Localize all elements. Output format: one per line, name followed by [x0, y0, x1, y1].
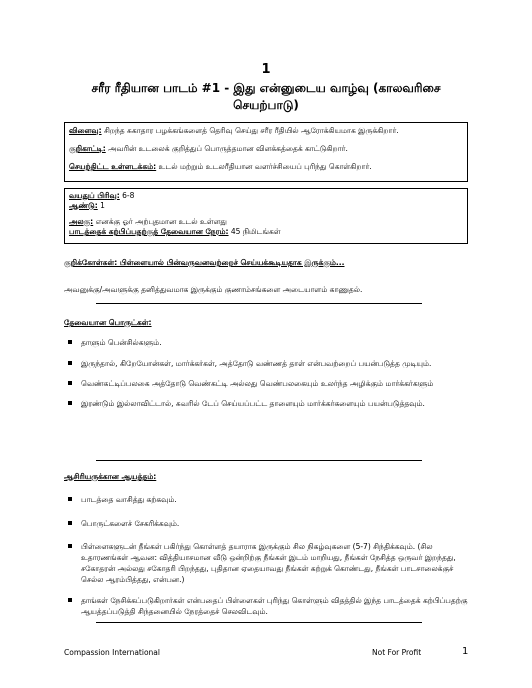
page-number-top: 1 [261, 62, 271, 77]
indicator-text: அவரின் உடலைக் குறித்துப் பொருத்தமான விளக்கத்தைக் காட்டுகிறார். [105, 144, 348, 153]
year-value: 1 [97, 201, 105, 210]
list-item: பிள்ளைகளுடன் நீங்கள் பகிர்ந்து கொள்ளத் தயாராக இருக்கும் சில நிகழ்வுகளை (5-7) சிந்திக்கவும். (சில உதாரணங்கள் ஆவன: வித்தியாசமான வீடு ஒன்றிற்கு நீங்கள் இடம் மாறியது, நீங்கள் நேசித்த ஒருவர் இறந்தது, சகோதரன் அல்லது சகோதரி பிறந்தது, புதிதான ஏதையாவது நீங்கள் கற்றுக் கொண்டது, நீங்கள் பாடசாலைக்குச் செல்ல ஆரம்பித்தது, என்பன.) [64, 541, 468, 585]
outcome-row [69, 126, 463, 136]
unit-label: அலகு: [69, 217, 94, 226]
time-label: பாடத்தைக் கற்பிப்பதற்குத் தேவையான நேரம்: [69, 227, 229, 236]
lesson-info-box [64, 188, 468, 244]
objectives-text: அவனுக்கு/அவளுக்கு தனித்துவமாக இருக்கும் குணாம்சங்களை அடையாளம் காணுதல். [64, 285, 363, 294]
age-label: வயதுப் பிரிவு: [69, 191, 120, 200]
divider-line [96, 622, 422, 623]
unit-value: எனக்கு ஓர் அற்புதமான உடல் உள்ளது [93, 217, 227, 226]
content-label: செயற்திட்ட உள்ளடக்கம்: [69, 162, 157, 171]
age-row [69, 191, 463, 201]
content-text: உடல் மற்றும் உடலரீதியான வளர்ச்சியைப் புரிந்து கொள்கிறார். [156, 162, 372, 171]
divider-line [96, 303, 422, 304]
materials-list [64, 337, 468, 409]
indicator-label: குறிகாட்டி: [69, 144, 106, 153]
outcome-box [64, 122, 468, 182]
indicator-row [69, 144, 463, 154]
age-value: 6-8 [119, 191, 135, 200]
materials-heading: தேவையான பொருட்கள்: [64, 318, 152, 327]
list-item: தாங்கள் நேசிக்கப்படுகிறார்கள் என்பதைப் பிள்ளைகள் புரிந்து கொள்ளும் விதத்தில் இந்த பாடத்தைக் கற்பிப்பதற்கு ஆயத்தப்படுத்தி சிந்தனையில் நேரத்தைச் செலவிடவும். [64, 595, 468, 617]
content-row [69, 162, 463, 172]
list-item: பொருட்களைச் சேகரிக்கவும். [64, 518, 468, 529]
unit-row [69, 217, 463, 227]
year-row [69, 201, 463, 211]
lesson-title: சரீர ரீதியான பாடம் #1 - இது என்னுடைய வாழ்வு (காலவரிசை செயற்பாடு) [91, 81, 441, 112]
list-item: இரண்டும் இல்லாவிட்டால், சுவரில் டேப் செய்யப்பட்ட தாளையும் மார்க்கர்களையும் பயன்படுத்தவும். [64, 398, 468, 409]
footer-status: Not For Profit [372, 648, 422, 657]
preparation-list [64, 494, 468, 617]
outcome-text: சிறந்த சுகாதார பழக்கங்களைத் தெரிவு செய்து சரீர ரீதியில் ஆரோக்கியமாக இருக்கிறார். [101, 126, 399, 135]
time-row [69, 227, 463, 237]
objectives-heading: குறிக்கோள்கள்: பிள்ளையால் பின்வருவனவற்றைச் செய்யக்கூடியதாக இருக்கும்... [64, 258, 345, 267]
divider-line [96, 460, 422, 461]
outcome-label: விளைவு: [69, 126, 102, 135]
footer-organization: Compassion International [64, 648, 160, 657]
list-item: வெண்கட்டிப்பலகை அத்தோடு வெண்கட்டி அல்லது வெண்பலகையும் உலர்ந்த அழிக்கும் மார்க்கர்களும் [64, 378, 468, 389]
preparation-heading: ஆசிரியருக்கான ஆயத்தம்: [64, 472, 157, 481]
year-label: ஆண்டு: [69, 201, 98, 210]
time-value: 45 நிமிடங்கள் [228, 227, 281, 236]
list-item: இருந்தால், கிறேயோன்கள், மார்க்கர்கள், அத்தோடு வண்ணத் தாள் என்பவற்றைப் பயன்படுத்த முடியும். [64, 358, 468, 369]
footer-page-number: 1 [462, 646, 469, 657]
list-item: பாடத்தை வாசித்து கற்கவும். [64, 494, 468, 505]
list-item: தாளும் பென்சில்களும். [64, 337, 468, 348]
